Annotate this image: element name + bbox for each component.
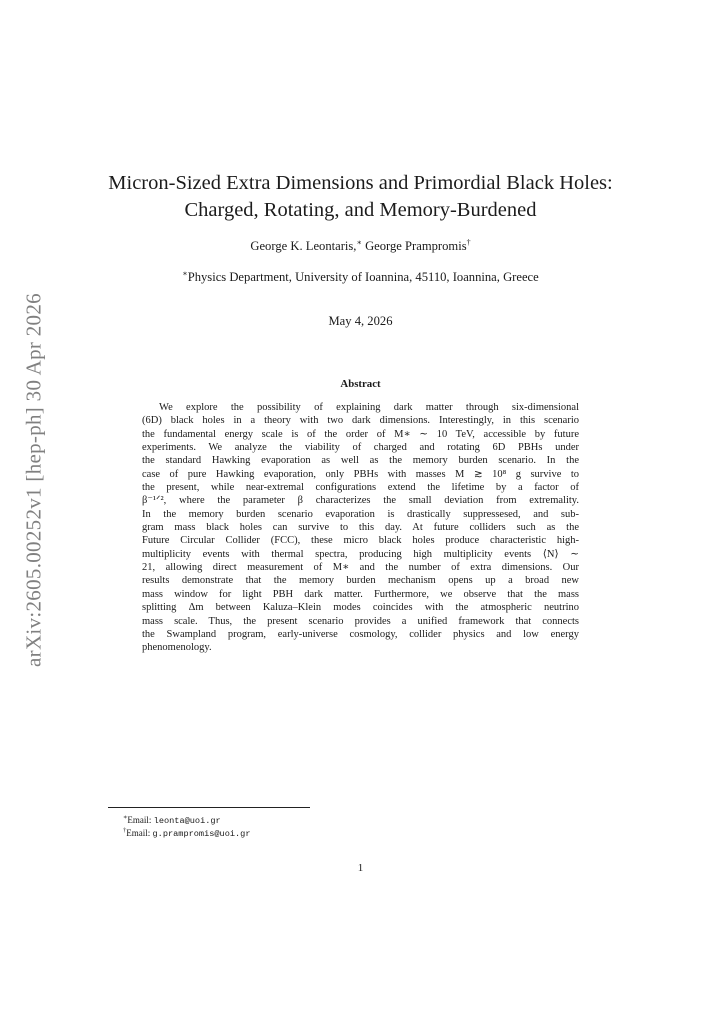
abstract-line: (6D) black holes in a theory with two dark dimensions. Interestingly, in this scenario xyxy=(142,415,579,427)
abstract-line: the Swampland program, early-universe cosmology, collider physics and low energy xyxy=(142,628,579,640)
footnote-2 xyxy=(123,827,251,840)
arxiv-identifier-stamp: arXiv:2605.00252v1 [hep-ph] 30 Apr 2026 xyxy=(21,293,46,667)
abstract-line: mass scale. Thus, the present scenario provides a unified framework that connects xyxy=(142,615,579,627)
abstract-line: 21, allowing direct measurement of M∗ and the number of extra dimensions. Our xyxy=(142,562,579,574)
author-2-footnote-mark: † xyxy=(466,238,471,247)
affiliation-mark: ∗ xyxy=(182,269,188,278)
abstract-body xyxy=(142,401,579,655)
affiliation-text: Physics Department, University of Ioannina, 45110, Ioannina, Greece xyxy=(187,270,539,284)
footnote-2-mark: † xyxy=(123,827,127,834)
abstract-line: Future Circular Collider (FCC), these micro black holes produce characteristic high- xyxy=(142,535,579,547)
footnote-1 xyxy=(123,814,251,827)
abstract-line: β⁻¹ᐟ², where the parameter β characterizes the small deviation from extremality. xyxy=(142,495,579,507)
page-number: 1 xyxy=(357,862,364,874)
abstract-line: phenomenology. xyxy=(142,642,212,654)
footnotes xyxy=(123,814,251,840)
abstract-line: the standard Hawking evaporation as well as the memory burden scenario. In the xyxy=(142,455,579,467)
author-list xyxy=(0,239,721,254)
abstract-line: splitting Δm between Kaluza–Klein modes coincides with the atmospheric neutrino xyxy=(142,602,579,614)
author-name-1: George K. Leontaris, xyxy=(250,239,357,253)
author-name-2: George Prampromis xyxy=(365,239,467,253)
title-line-1: Micron-Sized Extra Dimensions and Primordial Black Holes: xyxy=(108,172,613,194)
footnote-2-label: Email: xyxy=(126,828,153,838)
abstract-line: multiplicity events with thermal spectra, producing high multiplicity events ⟨N⟩ ∼ xyxy=(142,548,579,560)
author-1-footnote-mark: ∗ xyxy=(356,238,362,247)
footnote-separator xyxy=(108,807,310,808)
footnote-2-email-link[interactable]: g.prampromis@uoi.gr xyxy=(152,829,251,839)
abstract-line: We explore the possibility of explaining dark matter through six-dimensional xyxy=(159,402,579,413)
footnote-1-mark: ∗ xyxy=(123,814,128,821)
title-line-2: Charged, Rotating, and Memory-Burdened xyxy=(184,199,537,221)
abstract-line: the fundamental energy scale is of the order of M∗ ∼ 10 TeV, accessible by future xyxy=(142,428,579,440)
abstract-line: the present, while near-extremal configurations extend the lifetime by a factor of xyxy=(142,482,579,494)
affiliation xyxy=(0,270,721,285)
footnote-1-label: Email: xyxy=(127,815,154,825)
abstract-line: mass window for light PBH dark matter. Furthermore, we observe that the mass xyxy=(142,588,579,600)
paper-date: May 4, 2026 xyxy=(328,314,393,328)
paper-title xyxy=(0,170,721,224)
abstract-line: results demonstrate that the memory burden mechanism opens up a broad new xyxy=(142,575,579,587)
abstract-line: In the memory burden scenario evaporation is drastically suppressesed, and sub- xyxy=(142,508,579,520)
footnote-1-email-link[interactable]: leonta@uoi.gr xyxy=(153,816,221,826)
abstract-line: case of pure Hawking evaporation, only PBHs with masses M ≳ 10⁸ g survive to xyxy=(142,468,579,480)
abstract-line: experiments. We analyze the viability of charged and rotating 6D PBHs under xyxy=(142,442,579,454)
abstract-line: gram mass black holes can survive to this day. At future colliders such as the xyxy=(142,522,579,534)
abstract-heading: Abstract xyxy=(340,378,381,390)
